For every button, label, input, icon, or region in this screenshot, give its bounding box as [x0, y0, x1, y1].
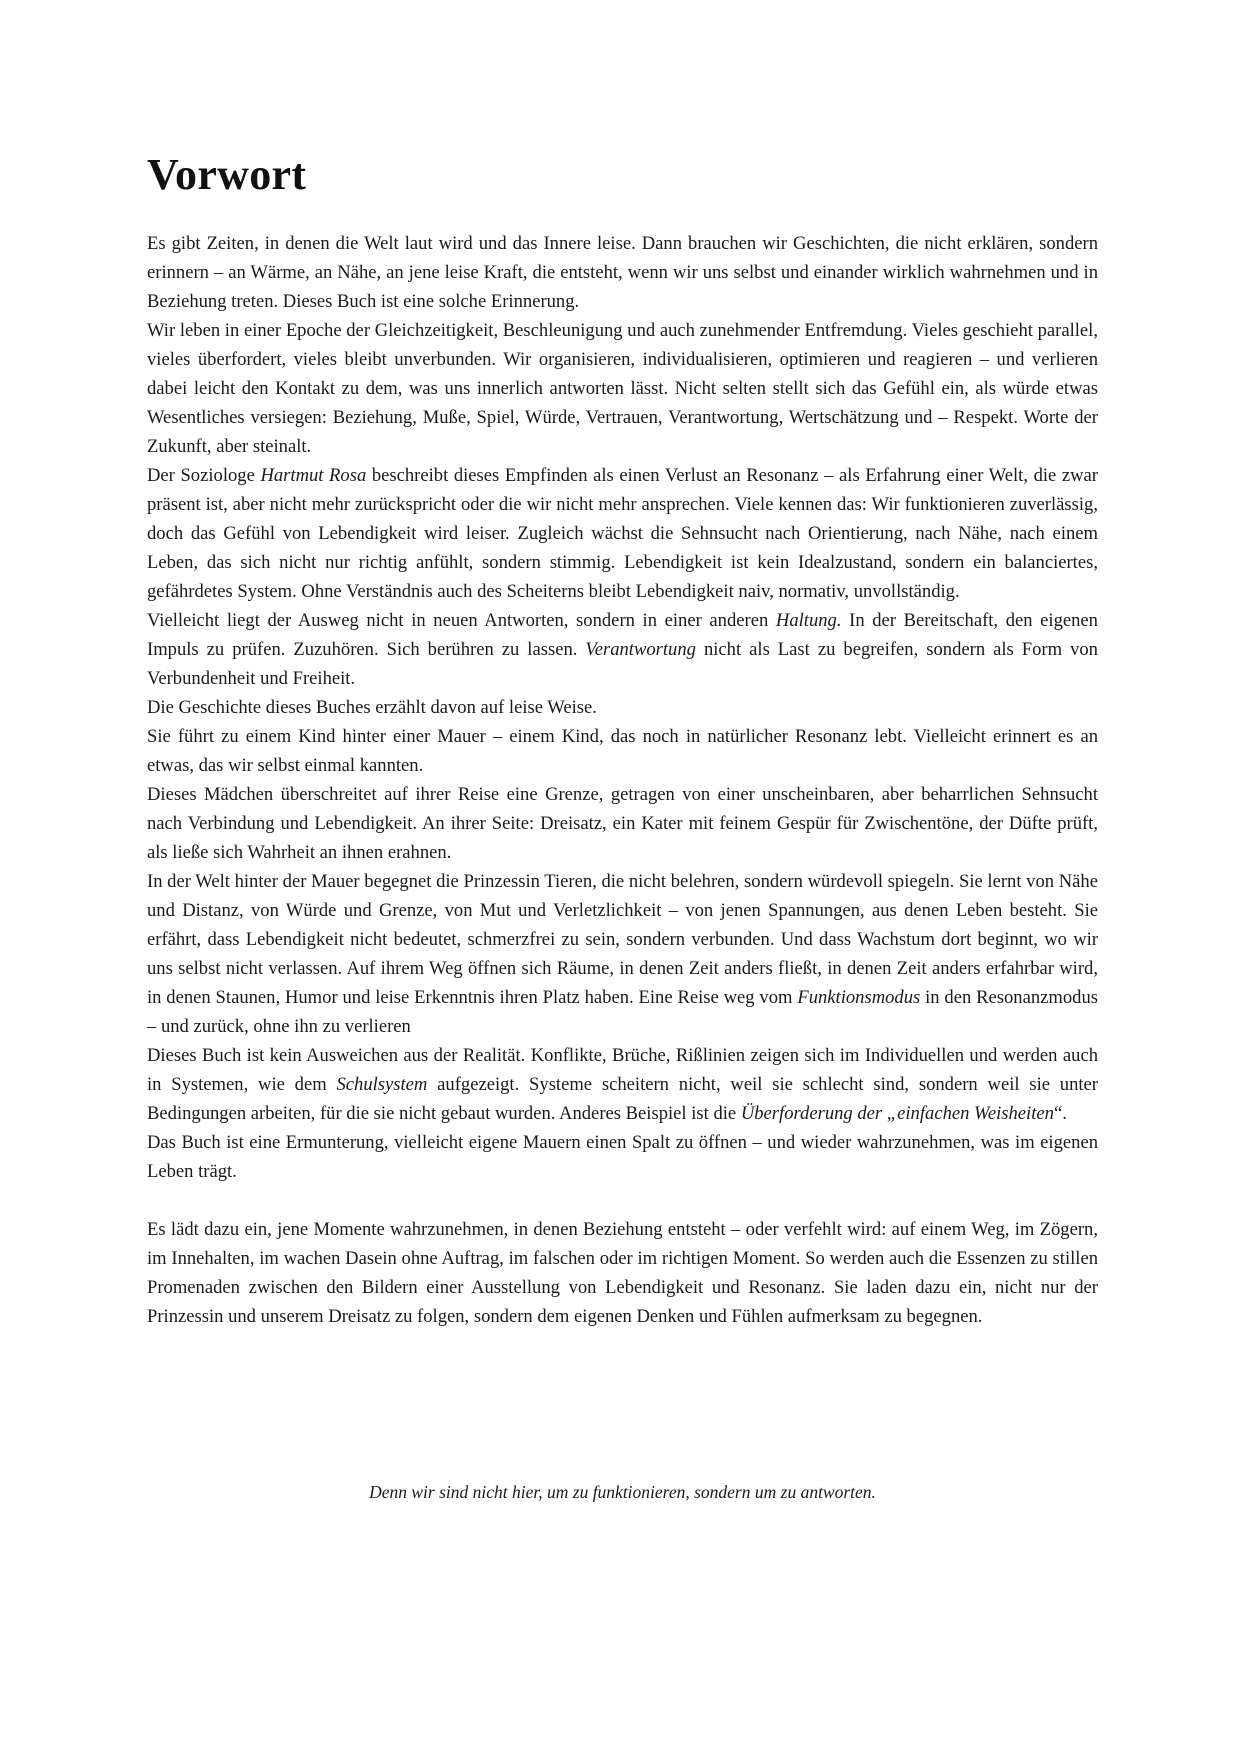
paragraph: Dieses Mädchen überschreitet auf ihrer Reise eine Grenze, getragen von einer unscheinbaren, aber beharrlichen Sehnsucht nach Verbindung und Lebendigkeit. An ihrer Seite: Dreisatz, ein Kater mit feinem Gespür für Zwischentöne, der Düfte prüft, als ließe sich Wahrheit an ihnen erahnen.: [147, 784, 1098, 863]
paragraph: [147, 461, 1098, 606]
paragraph: Wir leben in einer Epoche der Gleichzeitigkeit, Beschleunigung und auch zunehmender Entfremdung. Vieles geschieht parallel, vieles überfordert, vieles bleibt unverbunden. Wir organisieren, individualisieren, optimieren und reagieren – und verlieren dabei leicht den Kontakt zu dem, was uns innerlich antworten lässt. Nicht selten stellt sich das Gefühl ein, als würde etwas Wesentliches versiegen: Beziehung, Muße, Spiel, Würde, Vertrauen, Verantwortung, Wertschätzung und – Respekt. Worte der Zukunft, aber steinalt.: [147, 320, 1098, 457]
paragraph: Es gibt Zeiten, in denen die Welt laut wird und das Innere leise. Dann brauchen wir Geschichten, die nicht erklären, sondern erinnern – an Wärme, an Nähe, an jene leise Kraft, die entsteht, wenn wir uns selbst und einander wirklich wahrnehmen und in Beziehung treten. Dieses Buch ist eine solche Erinnerung.: [147, 233, 1098, 312]
text-run: Dieses Buch ist kein Ausweichen aus der Realität. Konflikte, Brüche, Rißlinien zeigen sich im Individuellen und werden auch in Systemen, wie dem: [147, 1045, 1098, 1095]
page-title: Vorwort: [147, 150, 307, 199]
paragraph: Die Geschichte dieses Buches erzählt davon auf leise Weise.: [147, 697, 597, 718]
closing-quote: Denn wir sind nicht hier, um zu funktionieren, sondern um zu antworten.: [369, 1482, 876, 1502]
text-run: In der Bereitschaft, den eigenen Impuls zu prüfen. Zuzuhören. Sich berühren zu lassen.: [147, 610, 1098, 660]
text-run: Vielleicht liegt der Ausweg nicht in neuen Antworten, sondern in einer anderen: [147, 610, 776, 631]
paragraph: Sie führt zu einem Kind hinter einer Mauer – einem Kind, das noch in natürlicher Resonanz lebt. Vielleicht erinnert es an etwas, das wir selbst einmal kannten.: [147, 726, 1098, 776]
text-run: in den Resonanzmodus – und zurück, ohne ihn zu verlieren: [147, 987, 1098, 1037]
text-run: beschreibt dieses Empfinden als einen Verlust an Resonanz – als Erfahrung einer Welt, die zwar präsent ist, aber nicht mehr zurückspricht oder die wir nicht mehr ansprechen. Viele kennen das: Wir funktionieren zuverlässig, doch das Gefühl von Lebendigkeit wird leiser. Zugleich wächst die Sehnsucht nach Orientierung, nach Nähe, nach einem Leben, das sich nicht nur richtig anfühlt, sondern stimmig. Lebendigkeit ist kein Idealzustand, sondern ein balanciertes, gefährdetes System. Ohne Verständnis auch des Scheiterns bleibt Lebendigkeit naiv, normativ, unvollständig.: [147, 465, 1099, 602]
preface-body: [147, 229, 1098, 1331]
paragraph: [147, 606, 1098, 693]
paragraph: [147, 867, 1098, 1041]
text-run: “.: [1053, 1103, 1067, 1124]
text-run: Der Soziologe: [147, 465, 261, 486]
paragraph: Es lädt dazu ein, jene Momente wahrzunehmen, in denen Beziehung entsteht – oder verfehlt wird: auf einem Weg, im Zögern, im Innehalten, im wachen Dasein ohne Auftrag, im falschen oder im richtigen Moment. So werden auch die Essenzen zu stillen Promenaden zwischen den Bildern einer Ausstellung von Lebendigkeit und Resonanz. Sie laden dazu ein, nicht nur der Prinzessin und unserem Dreisatz zu folgen, sondern dem eigenen Denken und Fühlen aufmerksam zu begegnen.: [147, 1219, 1098, 1327]
text-run: In der Welt hinter der Mauer begegnet die Prinzessin Tieren, die nicht belehren, sondern würdevoll spiegeln. Sie lernt von Nähe und Distanz, von Würde und Grenze, von Mut und Verletzlichkeit – von jenen Spannungen, aus denen Leben besteht. Sie erfährt, dass Lebendigkeit nicht bedeutet, schmerzfrei zu sein, sondern verbunden. Und dass Wachstum dort beginnt, wo wir uns selbst nicht verlassen. Auf ihrem Weg öffnen sich Räume, in denen Zeit anders fließt, in denen Zeit anders erfahrbar wird, in denen Staunen, Humor und leise Erkenntnis ihren Platz haben. Eine Reise weg vom: [147, 871, 1098, 1008]
emphasis: Haltung.: [775, 610, 842, 631]
emphasis: Funktionsmodus: [797, 987, 921, 1008]
emphasis: Schulsystem: [336, 1074, 428, 1095]
paragraph: Das Buch ist eine Ermunterung, vielleicht eigene Mauern einen Spalt zu öffnen – und wieder wahrzunehmen, was im eigenen Leben trägt.: [147, 1132, 1098, 1182]
paragraph: [147, 1041, 1098, 1128]
emphasis: Hartmut Rosa: [260, 465, 367, 486]
emphasis: Verantwortung: [585, 639, 696, 660]
text-run: aufgezeigt. Systeme scheitern nicht, weil sie schlecht sind, sondern weil sie unter Bedingungen arbeiten, für die sie nicht gebaut wurden. Anderes Beispiel ist die: [147, 1074, 1098, 1124]
text-run: nicht als Last zu begreifen, sondern als Form von Verbundenheit und Freiheit.: [147, 639, 1098, 689]
emphasis: Überforderung der „einfachen Weisheiten: [740, 1103, 1054, 1124]
